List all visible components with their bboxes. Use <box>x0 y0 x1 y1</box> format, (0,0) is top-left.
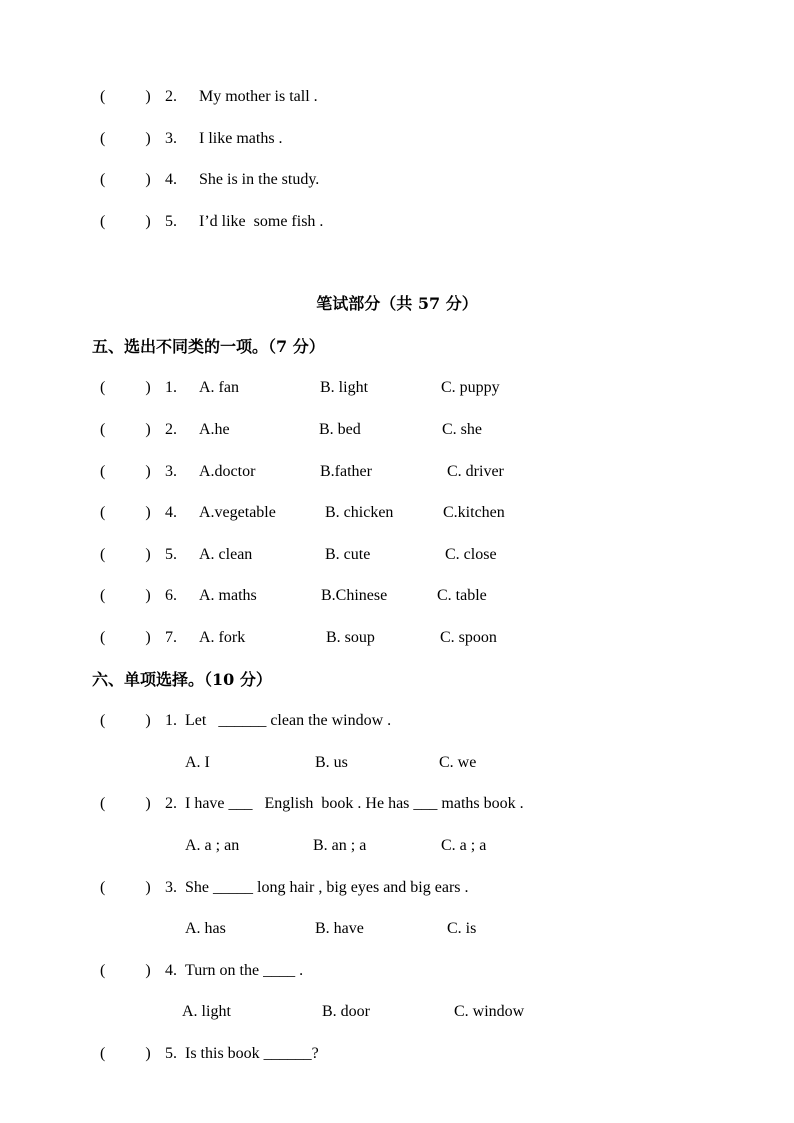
option-b: B. soup <box>326 629 375 646</box>
item-number: 1. <box>165 379 177 396</box>
option-c: C. a ; a <box>441 837 487 854</box>
answer-blank[interactable]: ( ) <box>100 421 151 438</box>
option-c: C. table <box>437 587 487 604</box>
option-a: A. has <box>185 920 226 937</box>
answer-blank[interactable]: ( ) <box>100 504 151 521</box>
item-number: 3. <box>165 879 177 896</box>
answer-blank[interactable]: ( ) <box>100 962 151 979</box>
option-c: C. she <box>442 421 482 438</box>
answer-blank[interactable]: ( ) <box>100 587 151 604</box>
answer-blank[interactable]: ( ) <box>100 171 151 188</box>
option-c: C. puppy <box>441 379 500 396</box>
item-number: 4. <box>165 504 177 521</box>
option-b: B. cute <box>325 546 371 563</box>
item-text: My mother is tall . <box>199 88 318 105</box>
answer-blank[interactable]: ( ) <box>100 795 151 812</box>
answer-blank[interactable]: ( ) <box>100 213 151 230</box>
question-text: She _____ long hair , big eyes and big ears . <box>185 879 469 896</box>
written-part-title: 笔试部分（共 57 分） <box>316 294 478 313</box>
option-a: A.he <box>199 421 230 438</box>
question-text: Let ______ clean the window . <box>185 712 392 729</box>
option-b: B. an ; a <box>313 837 367 854</box>
question-text: I have ___ English book . He has ___ maths book . <box>185 795 524 812</box>
item-number: 5. <box>165 213 177 230</box>
option-b: B. light <box>320 379 369 396</box>
answer-blank[interactable]: ( ) <box>100 463 151 480</box>
answer-blank[interactable]: ( ) <box>100 712 151 729</box>
item-number: 7. <box>165 629 177 646</box>
answer-blank[interactable]: ( ) <box>100 1045 151 1062</box>
option-a: A. fan <box>199 379 239 396</box>
question-text: Turn on the ____ . <box>185 962 304 979</box>
option-c: C. spoon <box>440 629 497 646</box>
option-a: A. light <box>182 1003 231 1020</box>
option-a: A. fork <box>199 629 246 646</box>
option-b: B.father <box>320 463 372 480</box>
item-text: I’d like some fish . <box>199 213 324 230</box>
option-c: C. driver <box>447 463 504 480</box>
question-text: Is this book ______? <box>185 1045 319 1062</box>
option-a: A. a ; an <box>185 837 240 854</box>
option-a: A. maths <box>199 587 257 604</box>
section6-heading: 六、单项选择。（10 分） <box>92 670 272 689</box>
option-c: C. we <box>439 754 477 771</box>
item-number: 4. <box>165 962 177 979</box>
answer-blank[interactable]: ( ) <box>100 879 151 896</box>
option-b: B. chicken <box>325 504 394 521</box>
option-b: B.Chinese <box>321 587 388 604</box>
item-number: 2. <box>165 795 177 812</box>
item-number: 3. <box>165 130 177 147</box>
option-b: B. have <box>315 920 364 937</box>
item-text: She is in the study. <box>199 171 320 188</box>
item-number: 6. <box>165 587 177 604</box>
option-b: B. door <box>322 1003 370 1020</box>
item-number: 1. <box>165 712 177 729</box>
item-number: 3. <box>165 463 177 480</box>
option-c: C.kitchen <box>443 504 505 521</box>
option-c: C. is <box>447 920 477 937</box>
answer-blank[interactable]: ( ) <box>100 629 151 646</box>
option-a: A. clean <box>199 546 253 563</box>
option-a: A.doctor <box>199 463 256 480</box>
item-number: 5. <box>165 546 177 563</box>
option-b: B. bed <box>319 421 361 438</box>
item-number: 2. <box>165 421 177 438</box>
answer-blank[interactable]: ( ) <box>100 546 151 563</box>
item-number: 4. <box>165 171 177 188</box>
item-number: 2. <box>165 88 177 105</box>
answer-blank[interactable]: ( ) <box>100 88 151 105</box>
option-a: A.vegetable <box>199 504 276 521</box>
section5-heading: 五、选出不同类的一项。（7 分） <box>92 337 325 356</box>
option-c: C. window <box>454 1003 525 1020</box>
option-c: C. close <box>445 546 497 563</box>
answer-blank[interactable]: ( ) <box>100 379 151 396</box>
option-a: A. I <box>185 754 210 771</box>
answer-blank[interactable]: ( ) <box>100 130 151 147</box>
item-number: 5. <box>165 1045 177 1062</box>
item-text: I like maths . <box>199 130 283 147</box>
option-b: B. us <box>315 754 348 771</box>
